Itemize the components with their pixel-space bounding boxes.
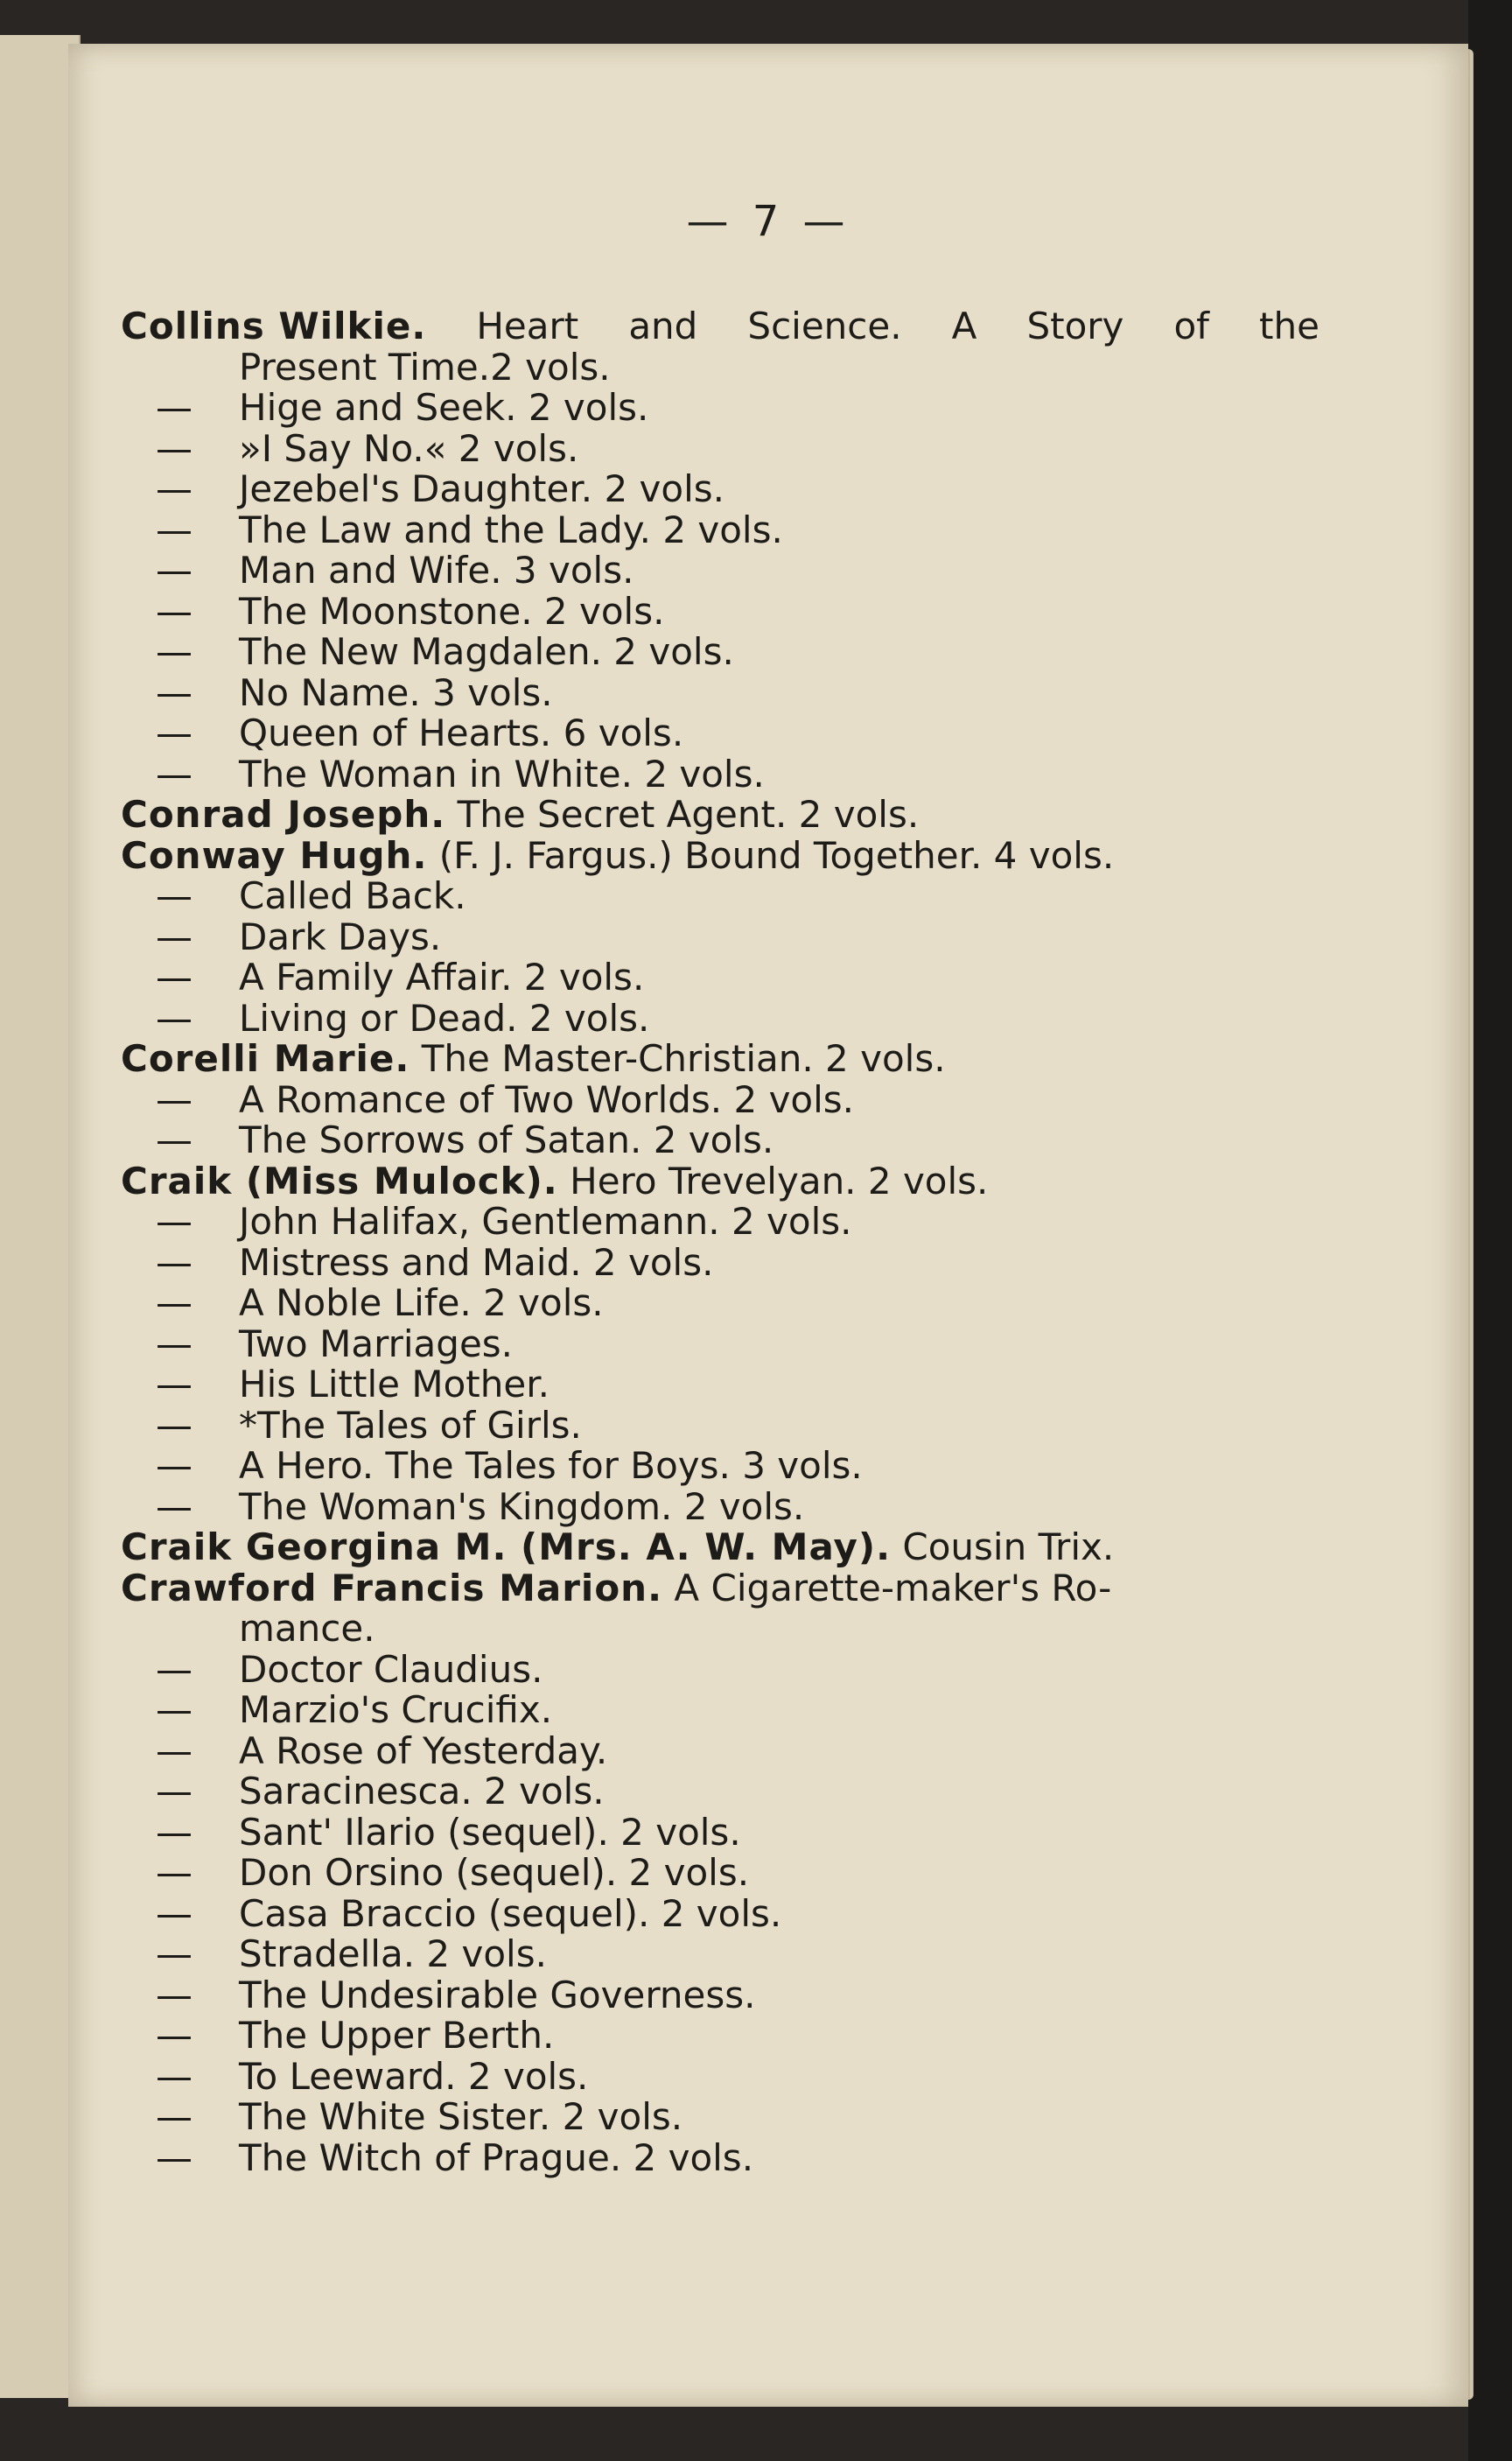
- author-entry: [121, 1039, 1320, 1080]
- title-word: A: [951, 305, 977, 347]
- title-text: Cousin Trix.: [902, 1525, 1115, 1568]
- title-text: His Little Mother.: [239, 1363, 550, 1406]
- ditto-dash: —: [156, 630, 192, 673]
- title-entry: [121, 510, 1320, 551]
- title-text: A Family Affair. 2 vols.: [239, 956, 645, 999]
- author-entry: [121, 833, 1320, 877]
- title-text: The Woman's Kingdom. 2 vols.: [239, 1484, 805, 1528]
- title-entry: [121, 670, 1320, 714]
- title-entry: [121, 1771, 1320, 1812]
- title-text: No Name. 3 vols.: [239, 670, 553, 714]
- title-text: mance.: [239, 1607, 375, 1650]
- author-entry: [121, 795, 1320, 836]
- title-entry: [121, 1202, 1320, 1243]
- ditto-dash: —: [156, 1932, 192, 1975]
- author-name: Conrad Joseph.: [121, 793, 446, 836]
- title-text: The White Sister. 2 vols.: [239, 2095, 683, 2138]
- author-name: Collins Wilkie.: [121, 305, 427, 347]
- title-entry: [121, 1891, 1320, 1935]
- title-entry: [121, 1690, 1320, 1731]
- book-cover-edge: [1468, 0, 1512, 2461]
- title-text: (F. J. Fargus.) Bound Together. 4 vols.: [438, 833, 1115, 877]
- title-text: Doctor Claudius.: [239, 1647, 543, 1691]
- title-entry: [121, 550, 1320, 592]
- ditto-dash: —: [156, 1363, 192, 1406]
- ditto-dash: —: [156, 1770, 192, 1812]
- ditto-dash: —: [156, 2014, 192, 2057]
- ditto-dash: —: [156, 1444, 192, 1487]
- title-entry: [121, 1446, 1320, 1487]
- ditto-dash: —: [156, 874, 192, 917]
- title-text: The New Magdalen. 2 vols.: [239, 630, 734, 673]
- author-name: Craik (Miss Mulock).: [121, 1159, 558, 1202]
- author-name: Crawford Francis Marion.: [121, 1566, 663, 1609]
- title-text: Hige and Seek. 2 vols.: [239, 386, 649, 429]
- title-word: Story: [1026, 305, 1124, 347]
- title-text: Don Orsino (sequel). 2 vols.: [239, 1851, 750, 1894]
- ditto-dash: —: [156, 1973, 192, 2016]
- title-text: Two Marriages.: [239, 1322, 514, 1365]
- title-entry: [121, 1647, 1320, 1691]
- title-text: The Moonstone. 2 vols.: [239, 589, 665, 633]
- title-text: The Law and the Lady. 2 vols.: [239, 508, 783, 551]
- title-entry: [121, 1240, 1320, 1284]
- title-text: Called Back.: [239, 874, 466, 917]
- title-entry: [121, 1120, 1320, 1161]
- title-text: The Witch of Prague. 2 vols.: [239, 2135, 754, 2179]
- title-entry: [121, 2135, 1320, 2179]
- title-entry: [121, 1324, 1320, 1365]
- title-entry: [121, 426, 1320, 470]
- author-entry: [121, 306, 1320, 347]
- title-entry: [121, 1975, 1320, 2016]
- title-entry: [121, 917, 1320, 958]
- title-text: Jezebel's Daughter. 2 vols.: [239, 467, 724, 510]
- ditto-dash: —: [156, 915, 192, 958]
- title-entry: [121, 1484, 1320, 1528]
- title-text: Queen of Hearts. 6 vols.: [239, 712, 684, 754]
- title-text: A Noble Life. 2 vols.: [239, 1281, 604, 1324]
- ditto-dash: —: [156, 1851, 192, 1894]
- title-text: Present Time.2 vols.: [239, 345, 611, 389]
- title-entry: [121, 876, 1320, 917]
- ditto-dash: —: [156, 2054, 192, 2098]
- ditto-dash: —: [156, 1647, 192, 1691]
- author-name: Conway Hugh.: [121, 833, 428, 877]
- title-text: *The Tales of Girls.: [239, 1403, 582, 1447]
- title-text: Stradella. 2 vols.: [239, 1932, 547, 1975]
- title-text: The Undesirable Governess.: [239, 1973, 756, 2016]
- continuation-line: [121, 1609, 1320, 1650]
- ditto-dash: —: [156, 1810, 192, 1854]
- title-word: of: [1173, 305, 1209, 347]
- title-entry: [121, 713, 1320, 754]
- title-entry: [121, 2054, 1320, 2098]
- title-entry: [121, 632, 1320, 673]
- title-word: Science.: [747, 305, 902, 347]
- ditto-dash: —: [156, 1688, 192, 1731]
- title-text: Marzio's Crucifix.: [239, 1688, 553, 1731]
- book-page: [68, 44, 1468, 2407]
- title-entry: [121, 589, 1320, 633]
- title-entry: [121, 2097, 1320, 2138]
- author-name: Corelli Marie.: [121, 1037, 410, 1080]
- title-entry: [121, 1403, 1320, 1447]
- author-entry: [121, 1161, 1320, 1202]
- title-text: The Sorrows of Satan. 2 vols.: [239, 1118, 774, 1161]
- ditto-dash: —: [156, 1281, 192, 1324]
- title-text: Dark Days.: [239, 915, 442, 958]
- ditto-dash: —: [156, 467, 192, 510]
- ditto-dash: —: [156, 1240, 192, 1284]
- title-entry: [121, 1934, 1320, 1975]
- author-name: Craik Georgina M. (Mrs. A. W. May).: [121, 1525, 892, 1568]
- title-entry: [121, 388, 1320, 429]
- title-text: A Hero. The Tales for Boys. 3 vols.: [239, 1444, 863, 1487]
- title-word: Heart: [476, 305, 579, 347]
- ditto-dash: —: [156, 996, 192, 1040]
- title-text: The Woman in White. 2 vols.: [239, 752, 765, 796]
- ditto-dash: —: [156, 2095, 192, 2138]
- title-entry: [121, 1364, 1320, 1406]
- title-text: The Master-Christian. 2 vols.: [421, 1037, 946, 1080]
- ditto-dash: —: [156, 1077, 192, 1121]
- ditto-dash: —: [156, 2135, 192, 2179]
- title-text: Hero Trevelyan. 2 vols.: [570, 1159, 989, 1202]
- title-text: Living or Dead. 2 vols.: [239, 996, 650, 1040]
- ditto-dash: —: [156, 752, 192, 796]
- author-entry: [121, 1527, 1320, 1568]
- title-entry: [121, 1853, 1320, 1894]
- ditto-dash: —: [156, 1891, 192, 1935]
- title-text: A Cigarette-maker's Ro-: [674, 1566, 1112, 1609]
- title-text: Man and Wife. 3 vols.: [239, 549, 634, 592]
- title-text: The Secret Agent. 2 vols.: [457, 793, 920, 836]
- title-entry: [121, 996, 1320, 1040]
- title-text: Saracinesca. 2 vols.: [239, 1770, 605, 1812]
- ditto-dash: —: [156, 956, 192, 999]
- ditto-dash: —: [156, 712, 192, 754]
- page-number: — 7 —: [686, 197, 850, 246]
- title-text: Sant' Ilario (sequel). 2 vols.: [239, 1810, 741, 1854]
- ditto-dash: —: [156, 1200, 192, 1243]
- title-text: Casa Braccio (sequel). 2 vols.: [239, 1891, 782, 1935]
- author-entry: [121, 1568, 1320, 1609]
- ditto-dash: —: [156, 589, 192, 633]
- ditto-dash: —: [156, 1484, 192, 1528]
- title-entry: [121, 469, 1320, 510]
- title-text: A Romance of Two Worlds. 2 vols.: [239, 1077, 855, 1121]
- ditto-dash: —: [156, 549, 192, 592]
- title-text: »I Say No.« 2 vols.: [239, 426, 579, 470]
- title-text: The Upper Berth.: [239, 2014, 555, 2057]
- title-entry: [121, 957, 1320, 999]
- title-entry: [121, 1283, 1320, 1324]
- title-entry: [121, 754, 1320, 796]
- ditto-dash: —: [156, 1322, 192, 1365]
- ditto-dash: —: [156, 1118, 192, 1161]
- ditto-dash: —: [156, 1728, 192, 1772]
- title-word: the: [1259, 305, 1320, 347]
- ditto-dash: —: [156, 386, 192, 429]
- ditto-dash: —: [156, 508, 192, 551]
- title-entry: [121, 2016, 1320, 2057]
- title-text: John Halifax, Gentlemann. 2 vols.: [239, 1200, 852, 1243]
- ditto-dash: —: [156, 1403, 192, 1447]
- title-word: and: [628, 305, 698, 347]
- ditto-dash: —: [156, 670, 192, 714]
- ditto-dash: —: [156, 426, 192, 470]
- title-entry: [121, 1812, 1320, 1854]
- continuation-line: [121, 347, 1320, 389]
- title-text: To Leeward. 2 vols.: [239, 2054, 589, 2098]
- catalogue-entries: [121, 306, 1320, 2178]
- title-text: Mistress and Maid. 2 vols.: [239, 1240, 714, 1284]
- title-text: A Rose of Yesterday.: [239, 1728, 608, 1772]
- title-entry: [121, 1077, 1320, 1121]
- title-entry: [121, 1728, 1320, 1772]
